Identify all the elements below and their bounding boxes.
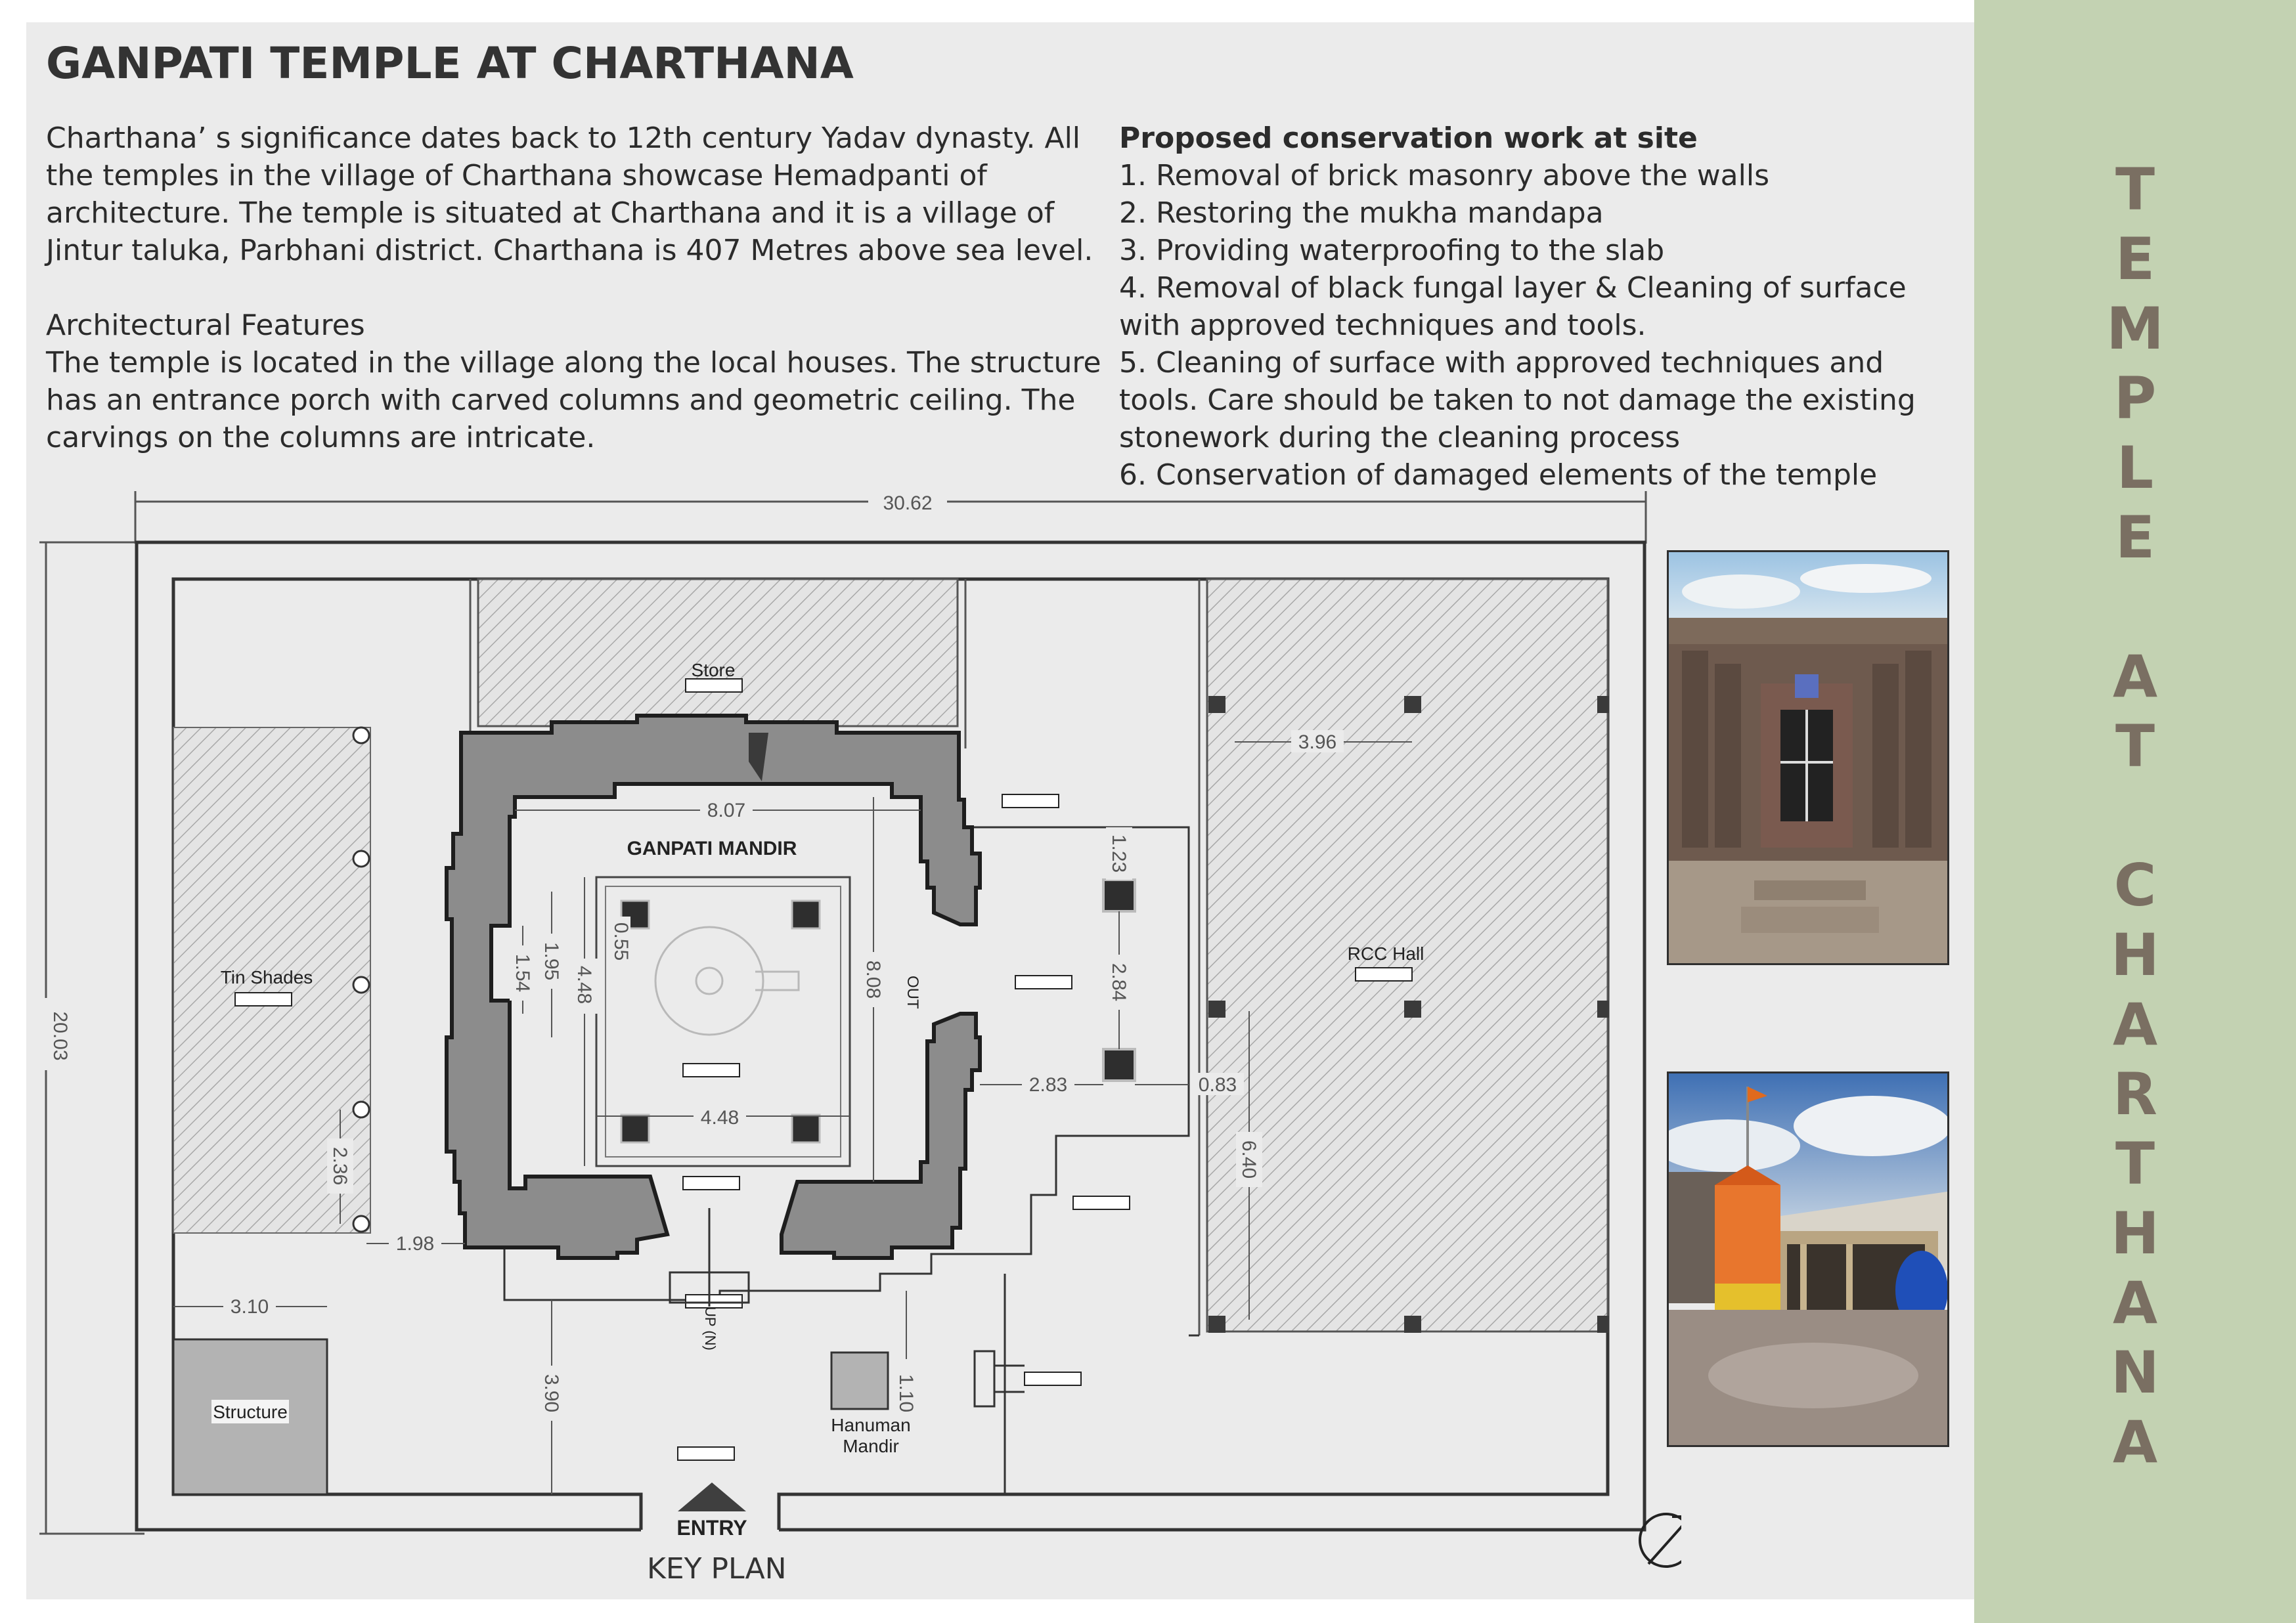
architectural-features-paragraph: The temple is located in the village along the local houses. The structure has an entrance porch with carved columns and geometric ceiling. The carvings on the columns are intricate. — [46, 346, 1101, 454]
sidebar-letter: A — [2112, 1408, 2158, 1476]
sidebar-letter: L — [2116, 434, 2154, 502]
conservation-list — [1119, 119, 1960, 494]
dim-label: 3.90 — [541, 1374, 562, 1413]
ganpati-mandir-label: GANPATI MANDIR — [627, 838, 797, 859]
conservation-item: 4. Removal of black fungal layer & Cleaning of surface with approved techniques and tools. — [1119, 271, 1907, 342]
sidebar-vertical-title — [1974, 155, 2296, 1477]
dim-label: 2.36 — [329, 1146, 351, 1186]
dim-label: 2.84 — [1108, 963, 1130, 1002]
out-label: OUT — [904, 976, 921, 1009]
dim-label: 1.10 — [895, 1374, 917, 1413]
dim-label: 4.48 — [700, 1107, 740, 1129]
intro-paragraph: Charthana’ s significance dates back to 12th century Yadav dynasty. All the temples in the village of Charthana showcase Hemadpanti of architecture. The temple is situated at Charthana and it is a village of Jintur taluka, Parbhani district. Charthana is 407 Metres above sea level. — [46, 121, 1093, 267]
sidebar-letter: M — [2106, 295, 2164, 362]
structure-label: Structure — [213, 1402, 288, 1422]
sidebar-letter: E — [2115, 504, 2155, 571]
rcc-hall-label: RCC Hall — [1347, 943, 1424, 964]
sidebar-letter: A — [2112, 643, 2158, 710]
entry-arrow-icon — [678, 1482, 746, 1511]
up-label: UP (N) — [702, 1307, 718, 1351]
key-plan-caption: KEY PLAN — [647, 1552, 787, 1586]
sidebar-letter: T — [2115, 712, 2155, 780]
entry-label: ENTRY — [676, 1516, 747, 1540]
sidebar-letter: R — [2113, 1060, 2157, 1128]
temple-doorway-photo — [1667, 550, 1949, 965]
sidebar-letter: P — [2113, 364, 2157, 432]
sidebar-letter: T — [2115, 1130, 2155, 1198]
north-arrow-icon — [1640, 1514, 1681, 1567]
conservation-item: 2. Restoring the mukha mandapa — [1119, 196, 1604, 230]
conservation-item: 6. Conservation of damaged elements of the temple — [1119, 458, 1878, 492]
sidebar-letter: H — [2111, 921, 2159, 989]
temple-courtyard-photo — [1667, 1071, 1949, 1447]
sidebar-letter — [1974, 573, 2296, 642]
tin-shades-label: Tin Shades — [220, 967, 313, 987]
store-label: Store — [691, 660, 736, 680]
dim-label: 3.96 — [1298, 731, 1337, 753]
conservation-heading: Proposed conservation work at site — [1119, 121, 1698, 155]
conservation-item: 1. Removal of brick masonry above the walls — [1119, 159, 1770, 192]
hanuman-mandir-label: Hanuman — [831, 1415, 911, 1435]
dim-label: 8.07 — [707, 800, 746, 821]
conservation-item: 3. Providing waterproofing to the slab — [1119, 234, 1665, 267]
sidebar — [1974, 0, 2296, 1623]
intro-text — [46, 119, 1103, 456]
dim-label: 0.83 — [1198, 1074, 1237, 1096]
sidebar-letter: A — [2112, 1269, 2158, 1337]
dim-label: 2.83 — [1028, 1074, 1068, 1096]
hanuman-mandir-label: Mandir — [843, 1436, 899, 1456]
sidebar-letter — [1974, 781, 2296, 851]
conservation-item: 5. Cleaning of surface with approved techniques and tools. Care should be taken to not damage the existing stonework during the cleaning process — [1119, 346, 1916, 454]
site-plan — [26, 486, 1681, 1576]
sidebar-letter: N — [2111, 1339, 2159, 1406]
dim-label: 3.10 — [230, 1296, 269, 1318]
page-title: GANPATI TEMPLE AT CHARTHANA — [46, 38, 854, 89]
architectural-features-heading: Architectural Features — [46, 309, 365, 342]
dim-overall-width: 30.62 — [883, 492, 933, 514]
dim-label: 1.95 — [541, 941, 562, 981]
sidebar-letter: E — [2115, 225, 2155, 293]
dim-label: 8.08 — [862, 960, 884, 999]
dim-label: 4.48 — [573, 965, 595, 1005]
dim-label: 1.23 — [1108, 834, 1130, 873]
sidebar-letter: T — [2115, 156, 2155, 223]
dim-label: 1.54 — [512, 953, 533, 993]
sidebar-letter: H — [2111, 1200, 2159, 1267]
dim-label: 0.55 — [610, 922, 632, 961]
spacer — [46, 269, 1103, 307]
sidebar-letter: C — [2113, 852, 2157, 919]
sidebar-letter: A — [2112, 991, 2158, 1058]
dim-overall-depth: 20.03 — [49, 1011, 71, 1061]
dim-label: 1.98 — [395, 1233, 435, 1255]
dim-label: 6.40 — [1238, 1140, 1260, 1179]
